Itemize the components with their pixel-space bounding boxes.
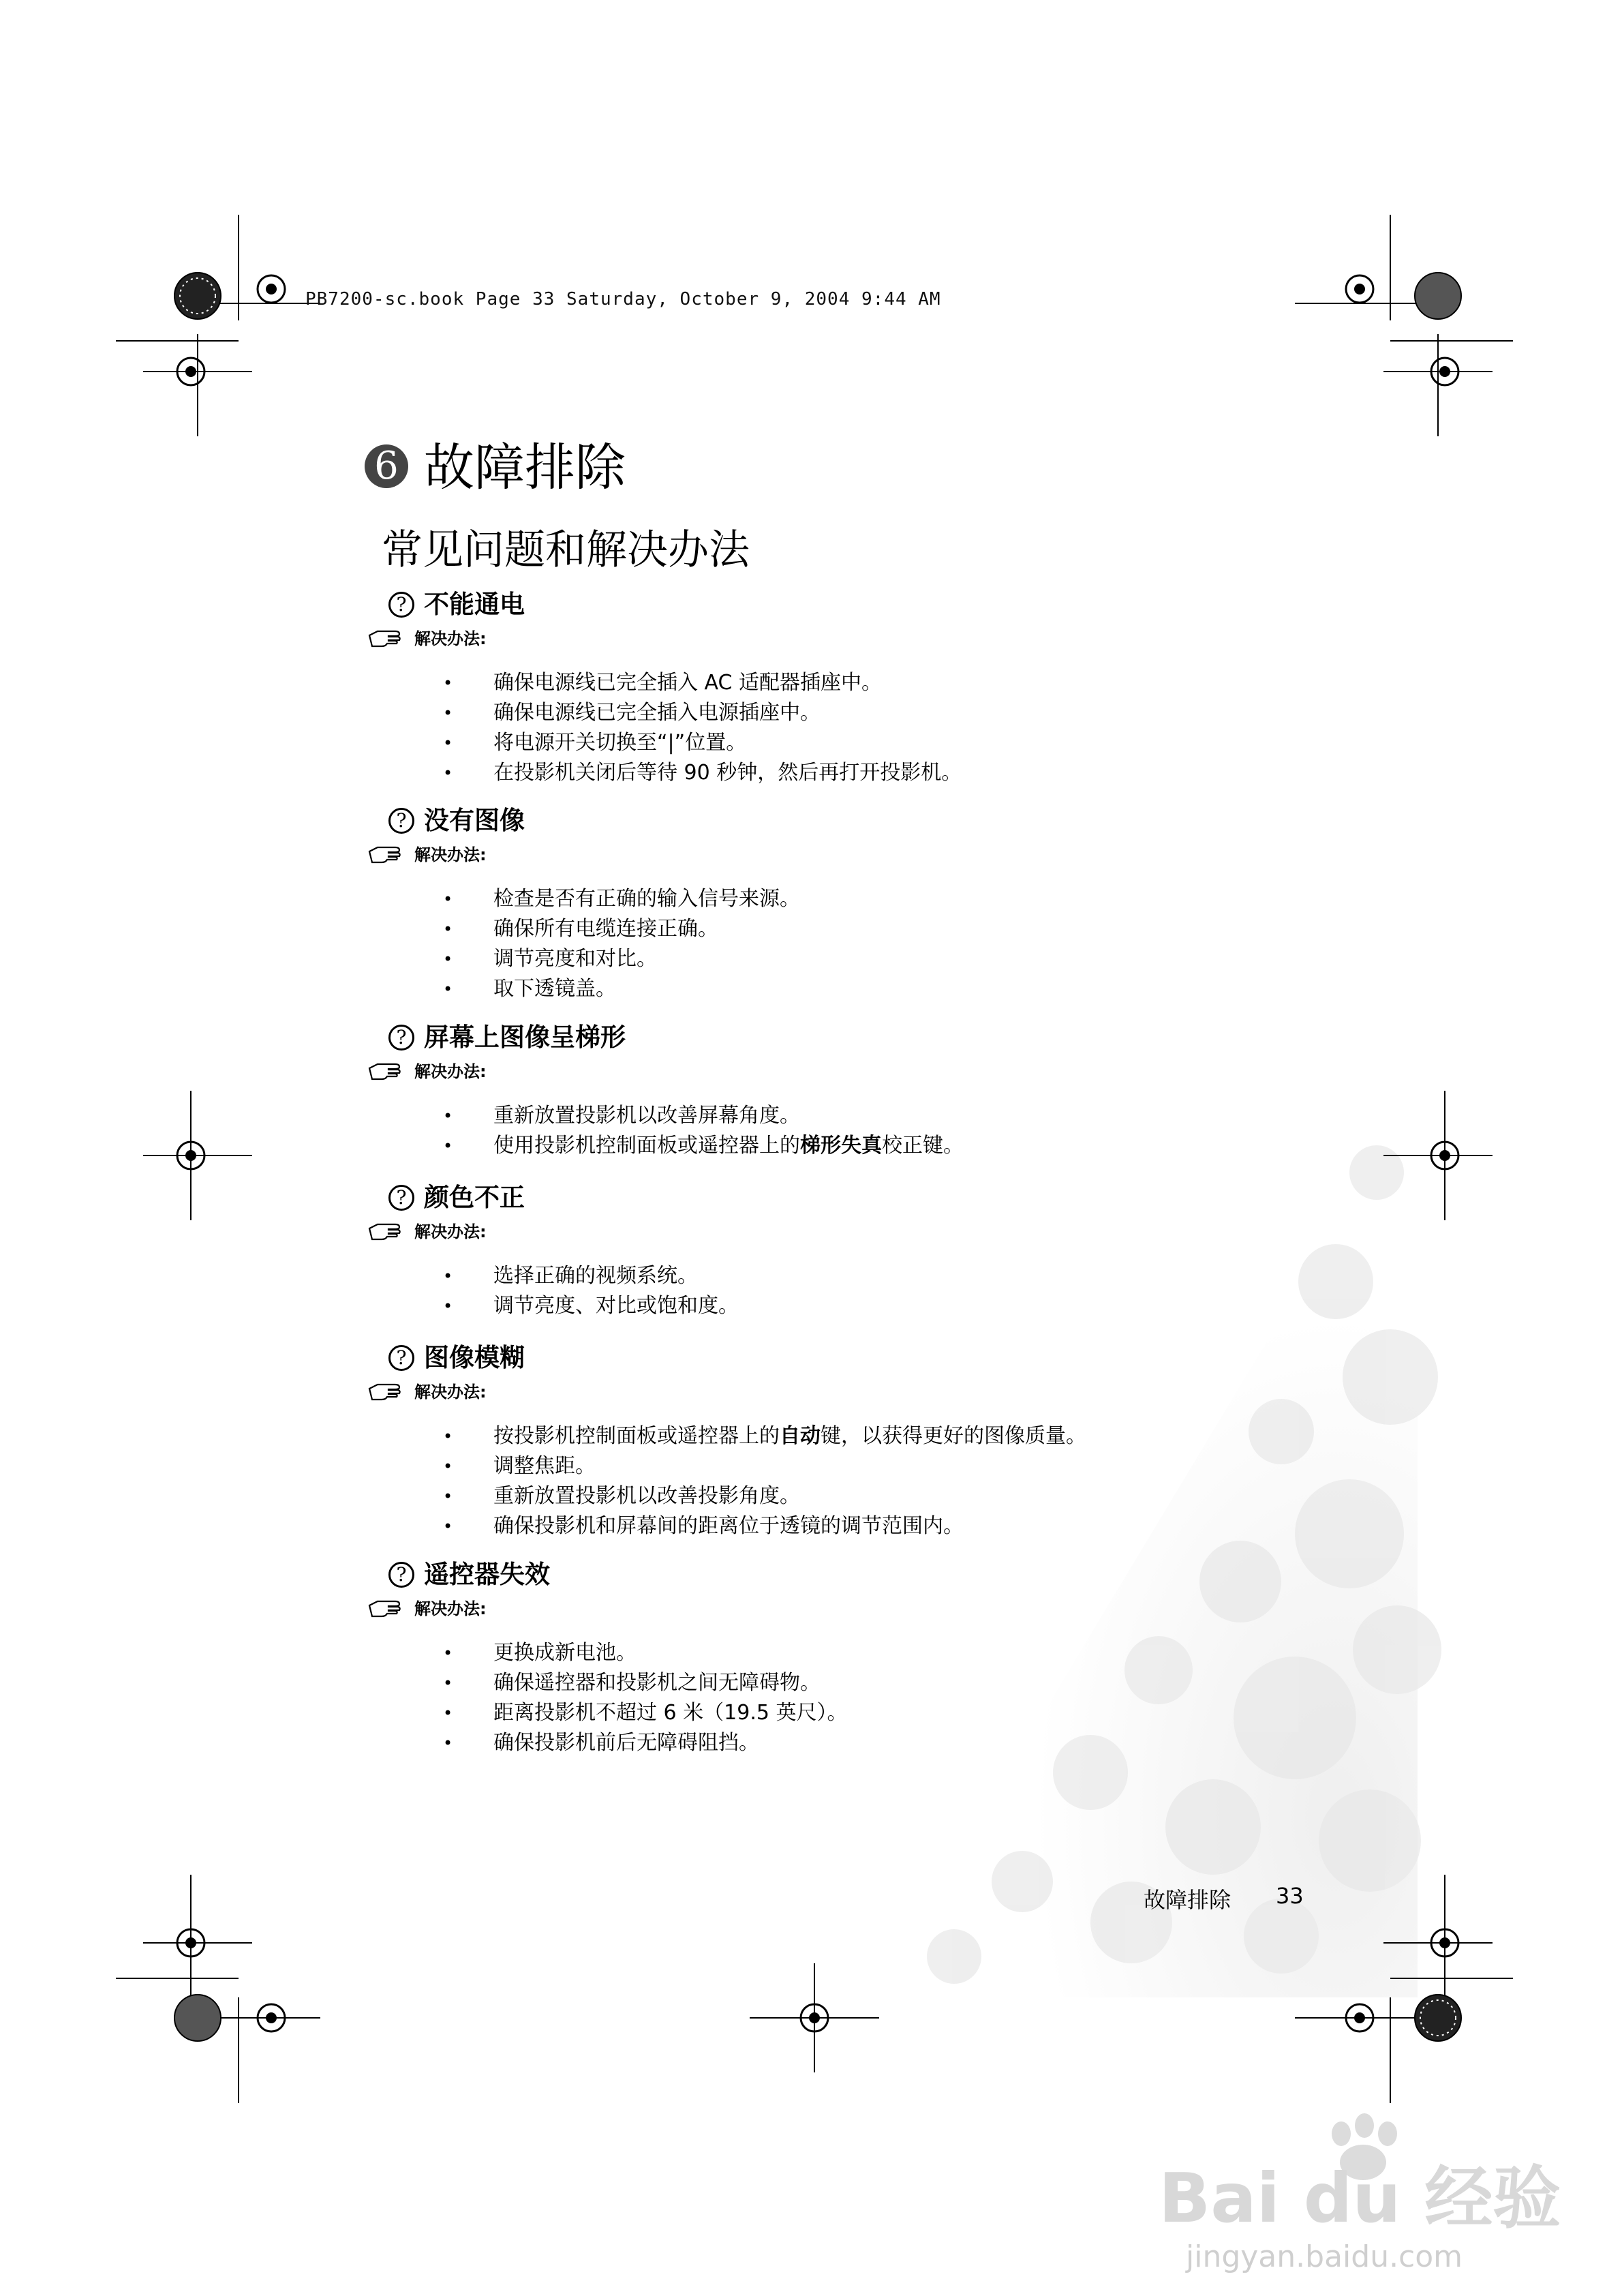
solution-text: 更换成新电池。 (493, 1641, 637, 1665)
solution-item (443, 1101, 1411, 1131)
question-mark-icon: ? (388, 1185, 414, 1211)
question-mark-icon: ? (388, 592, 414, 618)
solution-label-row (368, 841, 1411, 865)
watermark-brand: Bai du 经验 (1159, 2158, 1561, 2238)
problem-block (388, 1343, 1411, 1541)
problem-title: 屏幕上图像呈梯形 (424, 1023, 626, 1052)
solution-text: 重新放置投影机以改善投影角度。 (493, 1484, 800, 1508)
solution-text-post: 键，以获得更好的图像质量。 (821, 1424, 1086, 1448)
solution-text: 将电源开关切换至“|”位置。 (493, 731, 747, 755)
question-mark-icon: ? (388, 1025, 414, 1051)
solution-item (443, 974, 1411, 1004)
solution-text-pre: 按投影机控制面板或遥控器上的 (493, 1424, 780, 1448)
chapter-title: 故障排除 (424, 438, 626, 497)
problem-title: 没有图像 (424, 806, 525, 835)
solution-text: 重新放置投影机以改善屏幕角度。 (493, 1104, 800, 1128)
solution-text: 调节亮度、对比或饱和度。 (493, 1294, 739, 1318)
solution-text: 调节亮度和对比。 (493, 947, 657, 971)
solution-item (443, 698, 1411, 728)
problem-heading (388, 1023, 1411, 1053)
button-name-bold: 自动 (780, 1424, 821, 1448)
question-mark-icon: ? (388, 1345, 414, 1371)
problem-title: 图像模糊 (424, 1343, 525, 1372)
pointing-hand-icon (368, 1060, 410, 1081)
question-mark-icon: ? (388, 1562, 414, 1588)
solution-item (443, 884, 1411, 914)
solution-label: 解决办法: (414, 629, 487, 648)
solution-text-pre: 使用投影机控制面板或遥控器上的 (493, 1134, 800, 1158)
button-name-bold: 梯形失真 (800, 1134, 882, 1158)
solution-label-row (368, 1378, 1411, 1402)
solution-item (443, 1481, 1411, 1511)
solution-text: 确保遥控器和投影机之间无障碍物。 (493, 1671, 821, 1695)
solution-item (443, 914, 1411, 944)
solution-label: 解决办法: (414, 1599, 487, 1618)
solution-label-row (368, 625, 1411, 649)
problem-block (388, 1560, 1411, 1758)
solution-text-post: 校正键。 (882, 1134, 964, 1158)
solution-label: 解决办法: (414, 1062, 487, 1081)
solution-text: 确保投影机前后无障碍阻挡。 (493, 1731, 759, 1755)
solution-item (443, 1668, 1411, 1698)
problem-title: 不能通电 (424, 590, 525, 619)
problem-heading (388, 590, 1411, 620)
solution-item (443, 1728, 1411, 1758)
problem-title: 颜色不正 (424, 1183, 525, 1212)
problem-heading (388, 1183, 1411, 1213)
solution-item (443, 1511, 1411, 1541)
solution-item (443, 1698, 1411, 1728)
solution-text: 距离投影机不超过 6 米（19.5 英尺）。 (493, 1701, 848, 1725)
solution-label-row (368, 1595, 1411, 1619)
problem-block (388, 590, 1411, 788)
pointing-hand-icon (368, 1597, 410, 1618)
problem-block (388, 806, 1411, 1004)
solution-label: 解决办法: (414, 1383, 487, 1402)
pointing-hand-icon (368, 1220, 410, 1241)
problem-heading (388, 1343, 1411, 1373)
solution-label: 解决办法: (414, 1222, 487, 1241)
pointing-hand-icon (368, 627, 410, 648)
solution-text: 确保投影机和屏幕间的距离位于透镜的调节范围内。 (493, 1514, 964, 1538)
solution-item (443, 1291, 1411, 1321)
solution-label-row (368, 1218, 1411, 1242)
solution-item (443, 1451, 1411, 1481)
solution-list (443, 884, 1411, 1004)
solution-item (443, 728, 1411, 758)
solution-text: 确保电源线已完全插入电源插座中。 (493, 701, 821, 725)
solution-text: 选择正确的视频系统。 (493, 1264, 698, 1288)
problem-title: 遥控器失效 (424, 1560, 550, 1589)
baidu-watermark-logo (1159, 2086, 1567, 2274)
solution-item (443, 1638, 1411, 1668)
solution-text: 检查是否有正确的输入信号来源。 (493, 887, 800, 911)
solution-item (443, 944, 1411, 974)
solution-item (443, 758, 1411, 788)
solution-item (443, 1131, 1411, 1161)
solution-label: 解决办法: (414, 845, 487, 864)
pointing-hand-icon (368, 843, 410, 864)
solution-label-row (368, 1058, 1411, 1082)
solution-text: 确保所有电缆连接正确。 (493, 917, 718, 941)
pointing-hand-icon (368, 1380, 410, 1401)
print-header-line: PB7200-sc.book Page 33 Saturday, October 9, 2004 9:44 AM (305, 289, 941, 309)
solution-list (443, 668, 1411, 788)
solution-text: 调整焦距。 (493, 1454, 596, 1478)
solution-list (443, 1261, 1411, 1321)
footer-page-number: 33 (1276, 1883, 1304, 1909)
solution-text: 在投影机关闭后等待 90 秒钟，然后再打开投影机。 (493, 761, 962, 785)
solution-item (443, 1261, 1411, 1291)
solution-item (443, 668, 1411, 698)
solution-text: 确保电源线已完全插入 AC 适配器插座中。 (493, 671, 883, 695)
footer-section-name: 故障排除 (1144, 1887, 1231, 1913)
problem-heading (388, 1560, 1411, 1590)
chapter-number-badge: 6 (365, 444, 408, 488)
problem-heading (388, 806, 1411, 836)
section-title: 常见问题和解决办法 (382, 526, 750, 574)
solution-list (443, 1101, 1411, 1161)
solution-item (443, 1421, 1411, 1451)
problem-block (388, 1183, 1411, 1321)
solution-list (443, 1638, 1411, 1758)
solution-list (443, 1421, 1411, 1541)
problem-block (388, 1023, 1411, 1161)
question-mark-icon: ? (388, 808, 414, 834)
solution-text: 取下透镜盖。 (493, 977, 616, 1001)
watermark-url: jingyan.baidu.com (1186, 2239, 1463, 2274)
